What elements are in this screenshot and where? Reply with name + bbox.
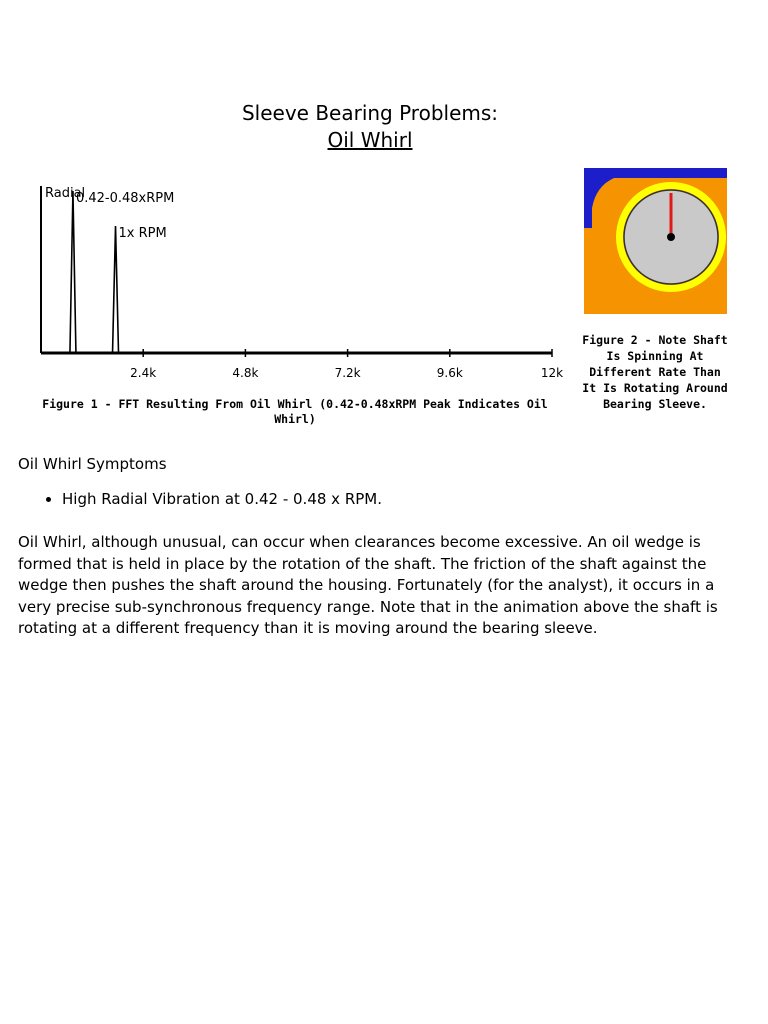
- title-line1: Sleeve Bearing Problems:: [241, 101, 499, 125]
- symptom-item: • High Radial Vibration at 0.42 - 0.48 x RPM.: [62, 490, 382, 508]
- bearing-animation-image: [584, 168, 727, 314]
- peak-line: [113, 226, 119, 353]
- x-tick-label: 9.6k: [436, 366, 463, 380]
- x-tick-label: 12k: [540, 366, 564, 380]
- x-tick-label: 7.2k: [334, 366, 361, 380]
- figure1-caption: Figure 1 - FFT Resulting From Oil Whirl (0.42-0.48xRPM Peak Indicates Oil Whirl): [42, 397, 548, 426]
- x-tick-label: 4.8k: [232, 366, 259, 380]
- symptoms-heading: Oil Whirl Symptoms: [18, 455, 167, 473]
- channel-label: Radial: [45, 186, 86, 201]
- body-paragraph: Oil Whirl, although unusual, can occur when clearances become excessive. An oil wedge is formed that is held in place by the rotation of the shaft. The friction of the shaft against the wedge then pushes the shaft around the housing. Fortunately (for the analyst), it occurs in a very precise sub-synchronous frequency range. Note that in the animation above the shaft is rotating at a different frequency than it is moving around the bearing sleeve.: [18, 533, 718, 637]
- page-title: [0, 100, 740, 154]
- symptoms-list: [36, 490, 382, 508]
- title-line2: Oil Whirl: [327, 128, 413, 152]
- fig2-center-dot: [667, 233, 675, 241]
- peak-label: 1x RPM: [118, 226, 167, 242]
- figure2-caption: Figure 2 - Note Shaft Is Spinning At Different Rate Than It Is Rotating Around Bearing Sleeve.: [582, 333, 728, 411]
- peak-label: 0.42-0.48xRPM: [75, 191, 175, 207]
- fft-chart: [28, 178, 568, 384]
- peak-line: [70, 191, 76, 353]
- x-tick-label: 2.4k: [130, 366, 157, 380]
